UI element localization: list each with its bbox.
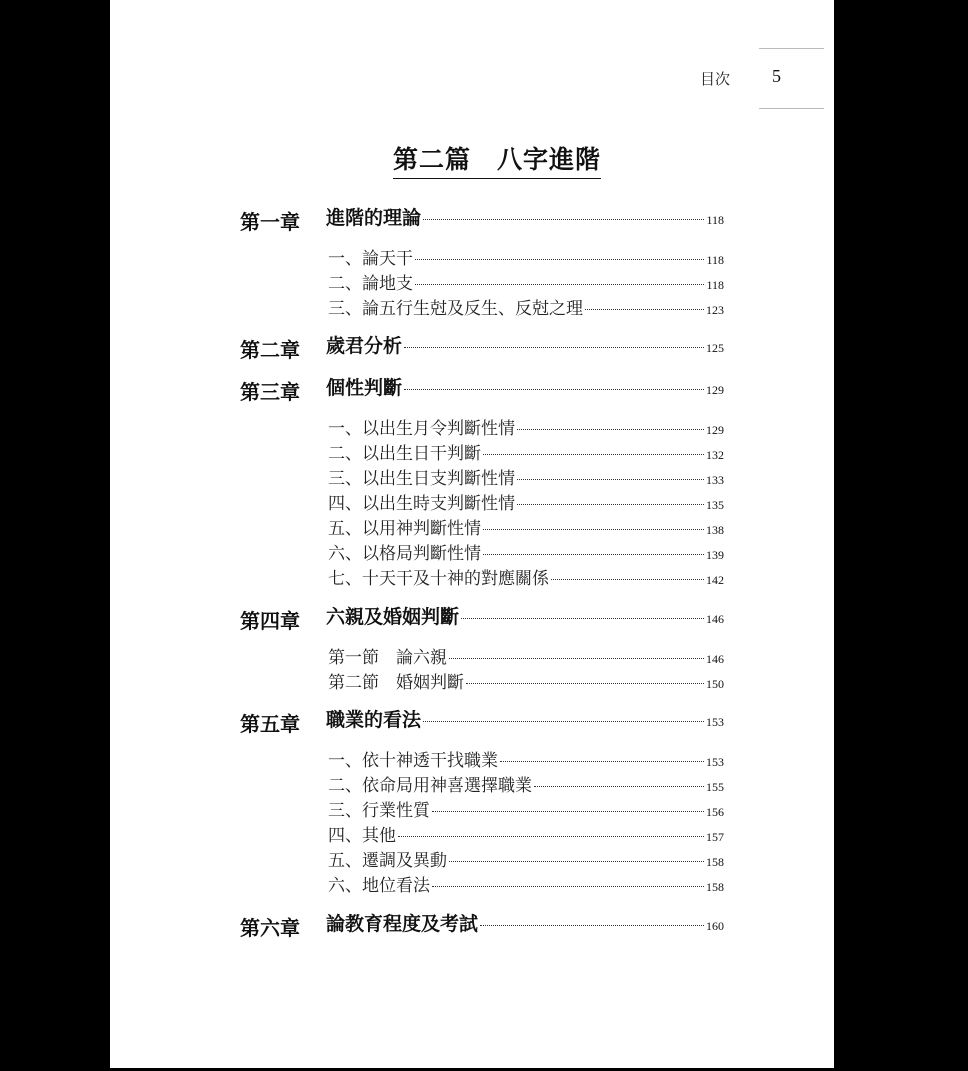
entry-title: 一、以出生月令判斷性情 (328, 419, 515, 439)
toc-entry (328, 489, 724, 513)
entry-title: 一、依十神透干找職業 (328, 751, 498, 771)
entry-title: 四、其他 (328, 826, 396, 846)
dot-leader (466, 683, 704, 684)
toc-entry (328, 796, 724, 820)
chapter-page: 125 (706, 341, 724, 355)
page-number: 5 (772, 66, 781, 86)
chapter-number: 第二章 (240, 338, 300, 362)
entry-page: 132 (706, 448, 724, 462)
entry-title: 四、以出生時支判斷性情 (328, 494, 515, 514)
entry-title: 第一節 論六親 (328, 648, 447, 668)
chapter-title: 六親及婚姻判斷 (326, 606, 460, 628)
entry-page: 135 (706, 498, 724, 512)
dot-leader (480, 925, 704, 926)
entry-title: 第二節 婚姻判斷 (328, 673, 464, 693)
entry-title: 一、論天干 (328, 249, 413, 269)
entry-title: 五、遷調及異動 (328, 851, 447, 871)
toc-chapter (240, 334, 724, 360)
header-rule-top (759, 48, 824, 49)
entry-title: 五、以用神判斷性情 (328, 519, 481, 539)
entry-page: 118 (706, 253, 724, 267)
chapter-number: 第一章 (240, 210, 300, 234)
dot-leader (432, 886, 704, 887)
entry-page: 139 (706, 548, 724, 562)
entry-page: 157 (706, 830, 724, 844)
toc-entry (328, 643, 724, 667)
toc-chapter (240, 912, 724, 938)
entry-title: 三、以出生日支判斷性情 (328, 469, 515, 489)
dot-leader (483, 454, 704, 455)
entry-page: 133 (706, 473, 724, 487)
toc-entry (328, 564, 724, 588)
toc-chapter (240, 376, 724, 402)
chapter-page: 153 (706, 715, 724, 729)
dot-leader (398, 836, 704, 837)
toc-entry (328, 821, 724, 845)
entry-page: 158 (706, 855, 724, 869)
entry-title: 三、行業性質 (328, 801, 430, 821)
toc-entry (328, 871, 724, 895)
toc-entry (328, 269, 724, 293)
dot-leader (551, 579, 704, 580)
toc-entry (328, 294, 724, 318)
dot-leader (449, 658, 704, 659)
entry-page: 129 (706, 423, 724, 437)
dot-leader (449, 861, 704, 862)
dot-leader (415, 284, 704, 285)
book-page (110, 0, 834, 1068)
chapter-page: 160 (706, 919, 724, 933)
chapter-number: 第六章 (240, 916, 300, 940)
chapter-page: 118 (706, 213, 724, 227)
entry-page: 138 (706, 523, 724, 537)
dot-leader (423, 219, 704, 220)
toc-entry (328, 539, 724, 563)
chapter-title: 論教育程度及考試 (326, 913, 479, 935)
dot-leader (461, 618, 704, 619)
running-header-label: 目次 (700, 70, 731, 88)
toc-entry (328, 746, 724, 770)
entry-page: 158 (706, 880, 724, 894)
toc-chapter (240, 206, 724, 232)
dot-leader (432, 811, 704, 812)
entry-page: 118 (706, 278, 724, 292)
toc-entry (328, 464, 724, 488)
dot-leader (415, 259, 704, 260)
toc-entry (328, 439, 724, 463)
chapter-title: 職業的看法 (326, 709, 422, 731)
chapter-number: 第四章 (240, 609, 300, 633)
chapter-number: 第三章 (240, 380, 300, 404)
entry-page: 153 (706, 755, 724, 769)
toc-entry (328, 414, 724, 438)
dot-leader (517, 479, 704, 480)
dot-leader (404, 347, 704, 348)
toc-entry (328, 514, 724, 538)
toc-chapter (240, 708, 724, 734)
dot-leader (483, 529, 704, 530)
dot-leader (517, 429, 704, 430)
chapter-title: 個性判斷 (326, 377, 403, 399)
entry-page: 142 (706, 573, 724, 587)
toc-chapter (240, 605, 724, 631)
chapter-page: 129 (706, 383, 724, 397)
chapter-number: 第五章 (240, 712, 300, 736)
dot-leader (404, 389, 704, 390)
entry-title: 二、以出生日干判斷 (328, 444, 481, 464)
dot-leader (534, 786, 704, 787)
entry-title: 三、論五行生尅及反生、反尅之理 (328, 299, 583, 319)
toc-entry (328, 668, 724, 692)
entry-title: 二、論地支 (328, 274, 413, 294)
chapter-title: 進階的理論 (326, 207, 422, 229)
header-rule-bottom (759, 108, 824, 109)
entry-title: 七、十天干及十神的對應關係 (328, 569, 549, 589)
toc-entry (328, 244, 724, 268)
entry-page: 150 (706, 677, 724, 691)
part-title: 第二篇 八字進階 (393, 140, 601, 179)
entry-page: 155 (706, 780, 724, 794)
dot-leader (423, 721, 704, 722)
chapter-page: 146 (706, 612, 724, 626)
entry-title: 六、地位看法 (328, 876, 430, 896)
dot-leader (517, 504, 704, 505)
entry-title: 六、以格局判斷性情 (328, 544, 481, 564)
toc-entry (328, 846, 724, 870)
chapter-title: 歲君分析 (326, 335, 403, 357)
toc-entry (328, 771, 724, 795)
entry-page: 123 (706, 303, 724, 317)
dot-leader (500, 761, 704, 762)
dot-leader (483, 554, 704, 555)
entry-page: 146 (706, 652, 724, 666)
dot-leader (585, 309, 704, 310)
entry-title: 二、依命局用神喜選擇職業 (328, 776, 532, 796)
entry-page: 156 (706, 805, 724, 819)
